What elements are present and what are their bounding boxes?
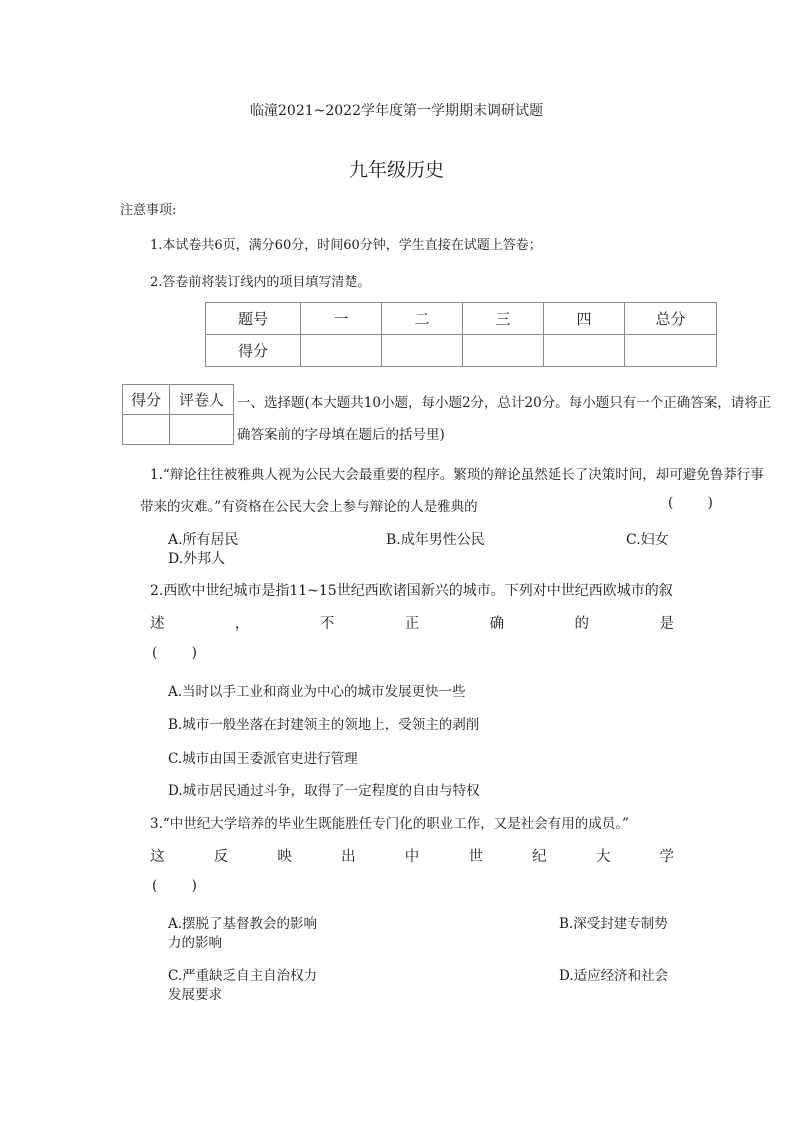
score-table — [205, 302, 717, 367]
question-1-option-a: A.所有居民 — [168, 532, 239, 548]
stem-char: 出 — [341, 849, 356, 865]
notice-item: 1.本试卷共6页，满分60分，时间60分钟，学生直接在试题上答卷； — [150, 238, 542, 253]
stem-char: ， — [234, 616, 250, 632]
question-2-option-c: C.城市由国王委派官吏进行管理 — [168, 751, 358, 767]
stem-char: 的 — [574, 616, 590, 632]
question-1-stem-cont: 带来的灾难。”有资格在公民大会上参与辩论的人是雅典的 — [140, 499, 478, 515]
subject-title: 九年级历史 — [348, 159, 444, 181]
grader-name-cell — [170, 415, 234, 445]
notice-item: 2.答卷前将装订线内的项目填写清楚。 — [150, 275, 371, 290]
question-3-option-c: C.严重缺乏自主自治权力 — [168, 968, 318, 984]
score-table-header-cell: 二 — [382, 303, 463, 335]
question-3-option-b-cont: 力的影响 — [168, 935, 222, 951]
question-1-stem: 1.“辩论往往被雅典人视为公民大会最重要的程序。繁琐的辩论虽然延长了决策时间，却可避免鲁莽行事 — [150, 467, 764, 483]
answer-blank: ( ) — [152, 878, 197, 894]
grader-score-label: 得分 — [123, 385, 170, 415]
score-table-header-cell: 题号 — [206, 303, 301, 335]
grader-score-cell — [123, 415, 170, 445]
stem-char: 是 — [659, 616, 674, 632]
section-heading-cont: 确答案前的字母填在题后的括号里) — [237, 427, 445, 443]
score-cell — [463, 335, 544, 367]
score-table-header-cell: 三 — [463, 303, 544, 335]
score-table-header-cell: 总分 — [625, 303, 717, 335]
answer-blank: ( ) — [668, 495, 713, 511]
question-3-stem: 3.“中世纪大学培养的毕业生既能胜任专门化的职业工作，又是社会有用的成员。” — [150, 816, 629, 832]
stem-char: 学 — [659, 849, 674, 865]
question-2-stem: 2.西欧中世纪城市是指11~15世纪西欧诸国新兴的城市。下列对中世纪西欧城市的叙 — [150, 583, 673, 599]
score-row-label: 得分 — [206, 335, 301, 367]
stem-char: 正 — [404, 616, 420, 632]
score-cell — [301, 335, 382, 367]
score-table-score-row — [206, 335, 717, 367]
stem-char: 世 — [468, 849, 483, 865]
question-3-option-a: A.摆脱了基督教会的影响 — [168, 916, 318, 932]
stem-char: 反 — [213, 849, 229, 865]
question-3-option-d-cont: 发展要求 — [168, 987, 222, 1003]
answer-blank: ( ) — [152, 645, 197, 661]
score-cell — [544, 335, 625, 367]
score-cell — [382, 335, 463, 367]
score-cell — [625, 335, 717, 367]
score-table-header-row — [206, 303, 717, 335]
question-1-option-b: B.成年男性公民 — [386, 532, 485, 548]
stem-char: 述 — [150, 616, 165, 632]
stem-char: 纪 — [532, 849, 547, 865]
notice-heading: 注意事项: — [120, 203, 177, 218]
question-1-option-d: D.外邦人 — [168, 551, 226, 567]
stem-char: 中 — [404, 849, 420, 865]
section-heading: 一、选择题(本大题共10小题，每小题2分，总计20分。每小题只有一个正确答案，请将正 — [237, 395, 772, 411]
score-table-header-cell: 四 — [544, 303, 625, 335]
question-1-option-c: C.妇女 — [626, 532, 669, 548]
question-2-option-a: A.当时以手工业和商业为中心的城市发展更快一些 — [168, 684, 466, 700]
question-2-option-d: D.城市居民通过斗争，取得了一定程度的自由与特权 — [168, 783, 480, 799]
question-2-option-b: B.城市一般坐落在封建领主的领地上，受领主的剥削 — [168, 717, 480, 733]
stem-char: 这 — [150, 849, 165, 865]
exam-title: 临潼2021~2022学年度第一学期期末调研试题 — [250, 103, 543, 119]
question-2-stem-cont — [150, 612, 674, 633]
question-3-stem-cont — [150, 845, 674, 866]
score-table-header-cell: 一 — [301, 303, 382, 335]
stem-char: 大 — [595, 849, 611, 865]
grader-box — [122, 384, 234, 445]
grader-name-label: 评卷人 — [170, 385, 234, 415]
stem-char: 映 — [277, 849, 292, 865]
stem-char: 确 — [489, 616, 505, 632]
stem-char: 不 — [319, 616, 335, 632]
question-3-option-d: D.适应经济和社会 — [559, 968, 669, 984]
question-3-option-b: B.深受封建专制势 — [559, 916, 668, 932]
